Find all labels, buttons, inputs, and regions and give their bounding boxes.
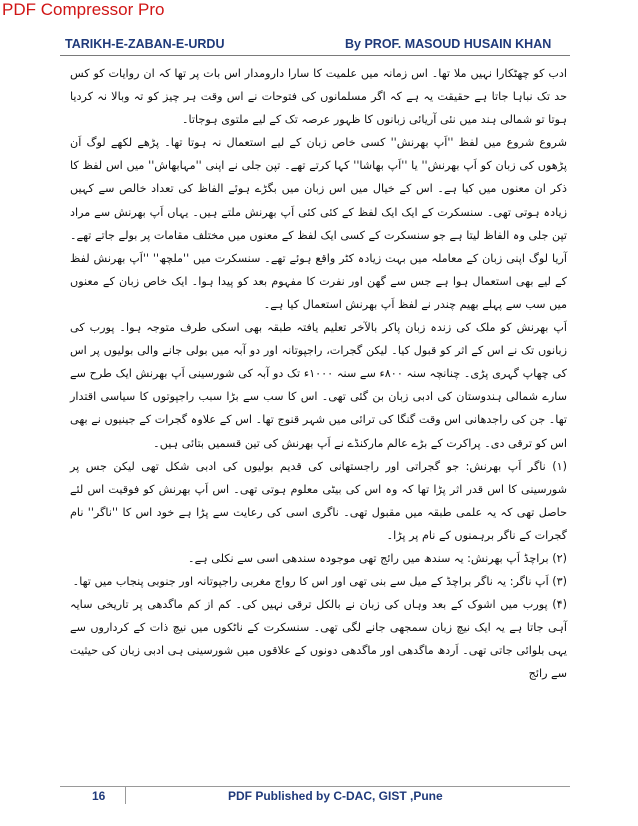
paragraph: اَپ بھرنش کو ملک کی زندہ زبان پاکر بالآخر تعلیم یافتہ طبقہ بھی اسکی طرف متوجہ ہوا۔ پورب کی زبانوں تک نے اس کے اثر کو قبول کیا۔ لیکن گجرات، راجپوتانہ اور دو آبہ میں بولی جانے والی بولیوں پر اس کی چھاپ گہری پڑی۔ چنانچہ سنہ ۸۰۰ء سے سنہ ۱۰۰۰ء تک دو آبہ کی شورسینی اَپ بھرنش ایک طرح سے سارے شمالی ہندوستان کی ادبی زبان بن گئی تھی۔ اس کا سب سے بڑا سبب راجپوتوں کا سیاسی اقتدار تھا۔ جن کی راجدھانی اس وقت گنگا کی ترائی میں شہر قنوج تھا۔ اس کے علاوہ گجرات کے جینیوں نے بھی اس کو ترقی دی۔ پراکرت کے بڑے عالم مارکنڈے نے اَپ بھرنش کی تین قسمیں بتائی ہیں۔	[70, 321, 567, 450]
footer-separator	[125, 786, 126, 804]
page-number: 16	[92, 789, 106, 803]
paragraph: (۱) ناگر اَپ بھرنش: جو گجراتی اور راجستھانی کی قدیم بولیوں کی ادبی شکل تھی لیکن جس پر شورسینی کا اس قدر اثر پڑا تھا کہ وہ اس کی بیٹی معلوم ہوتی تھی۔ اس اَپ بھرنش کو فوقیت اس لئے حاصل تھی کہ یہ علمی طبقہ میں مقبول تھی۔ ناگری اسی کی رعایت سے پڑا ہے خود اس کا ''ناگر'' نام گجرات کے ناگر برہمنوں کے نام پر پڑا۔	[70, 459, 567, 542]
paragraph: ادب کو چھٹکارا نہیں ملا تھا۔ اس زمانہ میں علمیت کا سارا دارومدار اس بات پر تھا کہ ان روایات کو کس حد تک نباہا جاتا ہے حقیقت یہ ہے کہ اگر مسلمانوں کی فتوحات نے اس وقت ہر چیز کو تہ وبالا نہ کردیا ہوتا تو شمالی ہند میں نئی آریائی زبانوں کا ظہور عرصہ تک کے لیے ملتوی ہوجاتا۔	[70, 67, 567, 127]
header-book-title: TARIKH-E-ZABAN-E-URDU	[65, 37, 225, 51]
page-body	[70, 62, 567, 686]
footer-publisher: PDF Published by C-DAC, GIST ,Pune	[228, 789, 443, 803]
footer-divider	[60, 786, 570, 787]
watermark-text: PDF Compressor Pro	[2, 0, 165, 19]
header-divider	[60, 55, 570, 56]
header-author: By PROF. MASOUD HUSAIN KHAN	[345, 37, 552, 51]
paragraph: (۲) براچڈ اَپ بھرنش: یہ سندھ میں رائج تھی موجودہ سندھی اسی سے نکلی ہے۔	[188, 551, 567, 565]
paragraph: شروع شروع میں لفظ ''اَپ بھرنش'' کسی خاص زبان کے لیے استعمال نہ ہوتا تھا۔ پڑھے لکھے لوگ اَن پڑھوں کی زبان کو اَپ بھرنش'' یا ''اَپ بھاشا'' کہا کرتے تھے۔ تپن جلی نے اپنی ''مہابھاش'' میں اس لفظ کا ذکر ان معنوں میں کیا ہے۔ اس کے خیال میں اس زبان میں بگڑے ہوئے الفاظ کی تعداد خالص سے کہیں زیادہ ہوتی تھی۔ سنسکرت کے ایک ایک لفظ کے کئی کئی اَپ بھرنش ملتے ہیں۔ یہاں اَپ بھرنش سے مراد تپن جلی وہ الفاظ لیتا ہے جو سنسکرت کے کسی ایک لفظ کے معنوں میں مختلف مقامات پر بولے جاتے تھے۔ آریا لوگ اپنی زبان کے معاملہ میں بہت زیادہ کٹر واقع ہوئے تھے۔ سنسکرت میں ''ملچھ'' ''اَپ بھرنش لفظ کے لیے بھی استعمال ہوا ہے جس سے گھن اور نفرت کا مفہوم بعد کو پیدا ہوا۔ ایک خاص زبان کے معنوں میں سب سے پہلے بھیم چندر نے لفظ اَپ بھرنش استعمال کیا ہے۔	[70, 136, 567, 311]
paragraph: (۳) اَپ ناگر: یہ ناگر براچڈ کے میل سے بنی تھی اور اس کا رواج مغربی راجپوتانہ اور جنوبی پنجاب میں تھا۔	[72, 575, 567, 589]
paragraph: (۴) پورب میں اشوک کے بعد وہاں کی زبان نے بالکل ترقی نہیں کی۔ کم از کم ماگدھی پر تاریخی سایہ آہی جاتا ہے یہ ایک نیچ زبان سمجھی جانے لگی تھی۔ سنسکرت کے ناٹکوں میں نیچ ذات کے کرداروں سے یہی بلوائی جاتی تھی۔ اَردھ ماگدھی اور ماگدھی دونوں کے علاقوں میں شورسینی ہی ادبی زبان کی حیثیت سے رائج	[70, 598, 567, 681]
